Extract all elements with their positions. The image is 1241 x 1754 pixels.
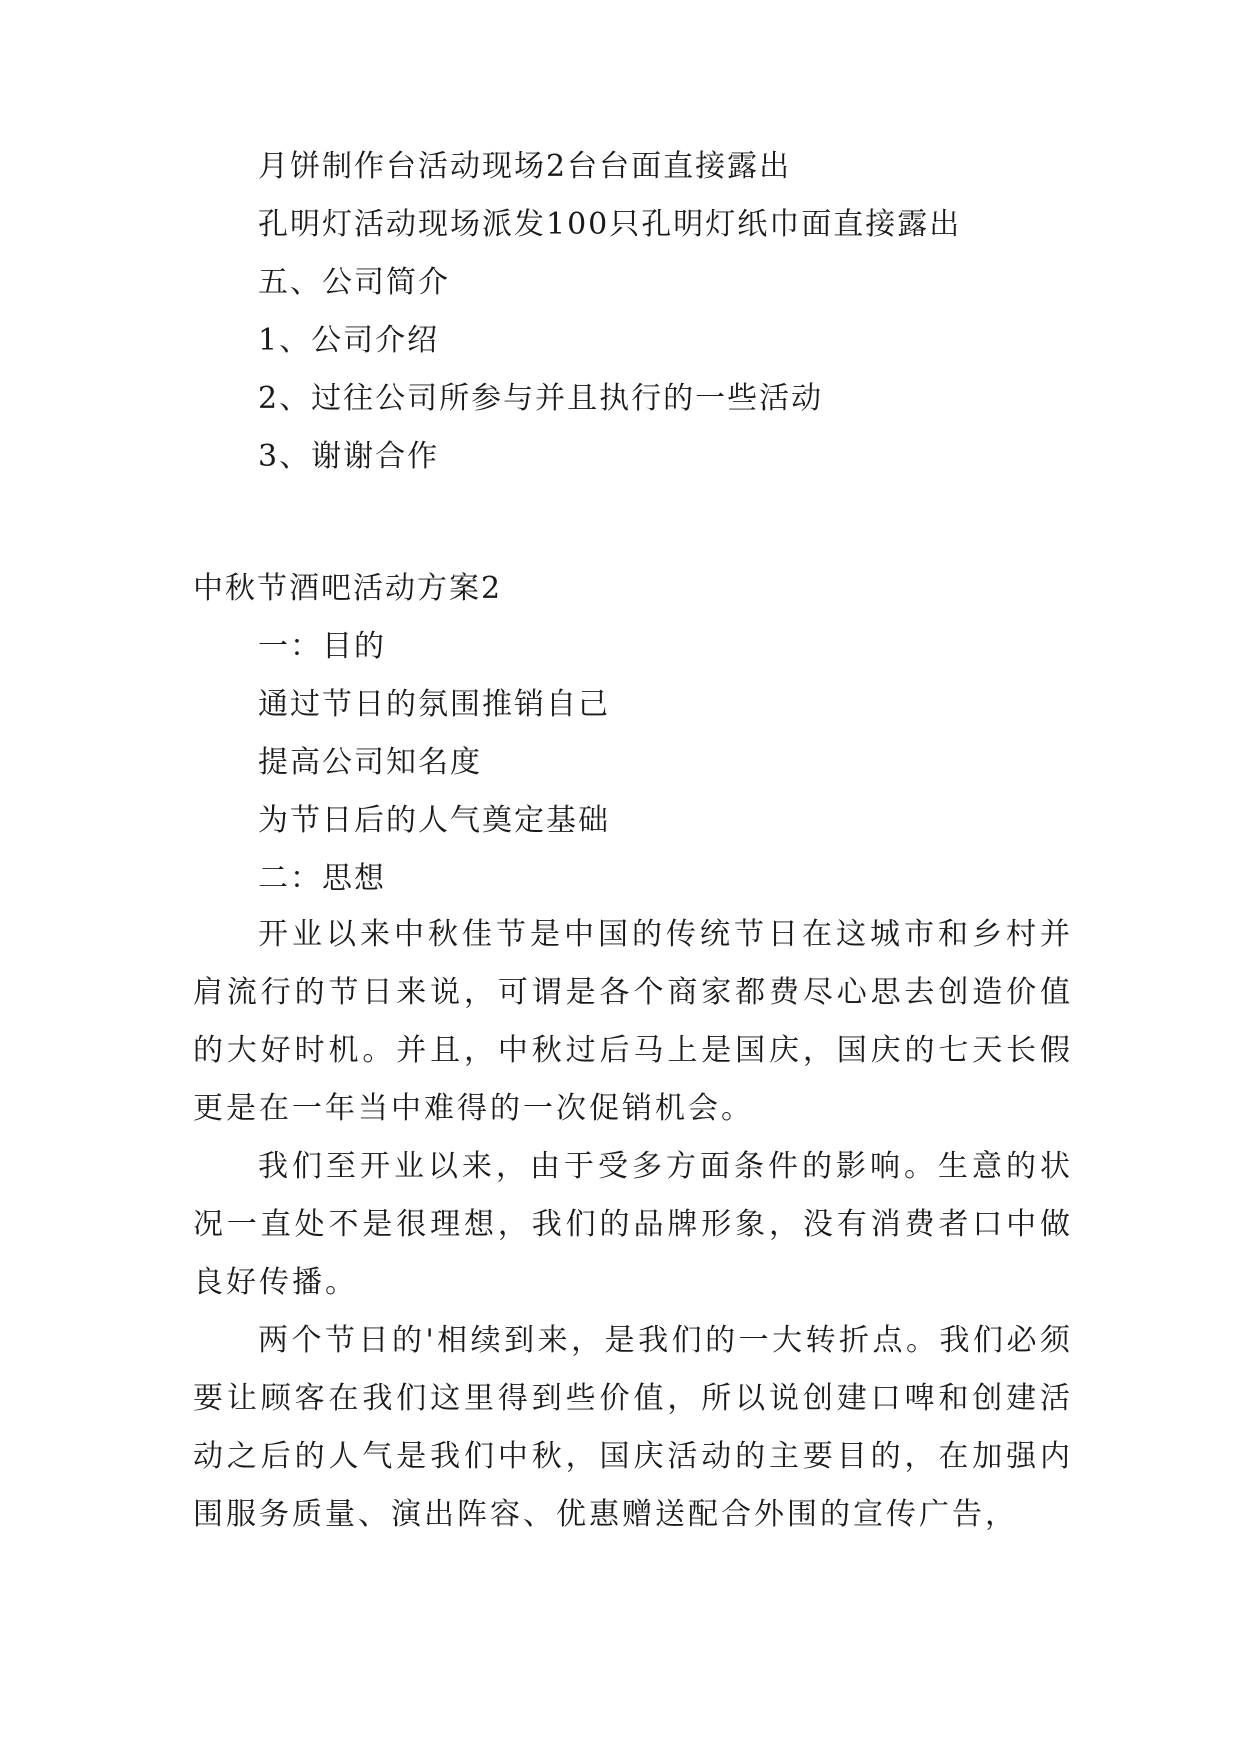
page-title: 中秋节酒吧活动方案2 bbox=[193, 571, 503, 606]
section-heading: 一：目的 bbox=[258, 629, 386, 664]
section-heading: 五、公司简介 bbox=[258, 265, 450, 300]
list-item: 1、公司介绍 bbox=[258, 323, 440, 358]
section-heading: 二：思想 bbox=[258, 861, 386, 896]
list-item: 3、谢谢合作 bbox=[258, 439, 440, 474]
list-item: 2、过往公司所参与并且执行的一些活动 bbox=[258, 381, 824, 416]
body-paragraph: 开业以来中秋佳节是中国的传统节日在这城市和乡村并肩流行的节日来说，可谓是各个商家都费尽心思去创造价值的大好时机。并且，中秋过后马上是国庆，国庆的七天长假更是在一年当中难得的一次促销机会。 bbox=[193, 917, 1073, 1126]
list-item: 月饼制作台活动现场2台台面直接露出 bbox=[258, 149, 792, 184]
list-item: 提高公司知名度 bbox=[258, 745, 482, 780]
body-paragraph: 两个节日的'相续到来，是我们的一大转折点。我们必须要让顾客在我们这里得到些价值，所以说创建口啤和创建活动之后的人气是我们中秋，国庆活动的主要目的，在加强内围服务质量、演出阵容、优惠赠送配合外围的宣传广告， bbox=[193, 1323, 1073, 1532]
list-item: 为节日后的人气奠定基础 bbox=[258, 803, 610, 838]
body-paragraph: 我们至开业以来，由于受多方面条件的影响。生意的状况一直处不是很理想，我们的品牌形象，没有消费者口中做良好传播。 bbox=[193, 1149, 1073, 1300]
list-item: 通过节日的氛围推销自己 bbox=[258, 687, 610, 722]
list-item: 孔明灯活动现场派发100只孔明灯纸巾面直接露出 bbox=[258, 207, 962, 242]
